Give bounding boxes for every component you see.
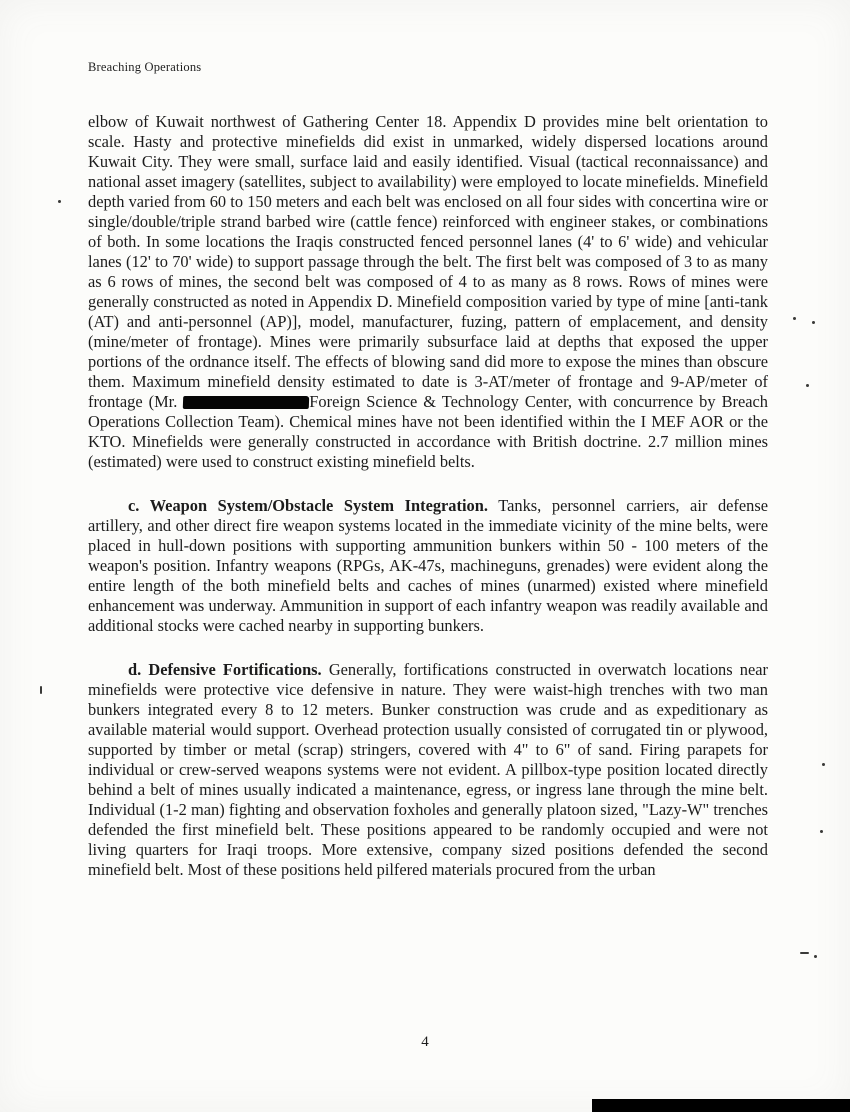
- document-body: [88, 112, 768, 904]
- scan-artifact-dot: [814, 955, 817, 958]
- page-header: Breaching Operations: [88, 60, 202, 74]
- paragraph-label-d: d. Defensive Fortifications.: [128, 660, 322, 679]
- scan-artifact-dot: [820, 830, 823, 833]
- scan-artifact-tick: [40, 686, 42, 694]
- paragraph-text-after-redaction: Foreign Science & Technology Center, with concurrence by Breach Operations Collection Team). Chemical mines have not been identified within the I MEF AOR or the KTO. Minefields were generally constructed in accordance with British doctrine. 2.7 million mines (estimated) were used to construct existing minefield belts.: [88, 392, 768, 471]
- paragraph-defensive-fortifications: [88, 660, 768, 880]
- paragraph-label-c: c. Weapon System/Obstacle System Integration.: [128, 496, 488, 515]
- scan-artifact-dash: [800, 952, 809, 954]
- scan-artifact-dot: [806, 384, 809, 387]
- paragraph-weapon-system-integration: [88, 496, 768, 636]
- paragraph-text-c: Tanks, personnel carriers, air defense artillery, and other direct fire weapon systems located in the immediate vicinity of the mine belts, were placed in hull-down positions with supporting ammunition bunkers within 50 - 100 meters of the weapon's position. Infantry weapons (RPGs, AK-47s, machineguns, grenades) were evident along the entire length of the both minefield belts and caches of mines (unarmed) existed where minefield enhancement was underway. Ammunition in support of each infantry weapon was readily available and additional stocks were cached nearby in supporting bunkers.: [88, 496, 768, 635]
- scan-edge-artifact: [592, 1099, 850, 1112]
- paragraph-text-before-redaction: elbow of Kuwait northwest of Gathering Center 18. Appendix D provides mine belt orientation to scale. Hasty and protective minefields did exist in unmarked, widely dispersed locations around Kuwait City. They were small, surface laid and easily identified. Visual (tactical reconnaissance) and national asset imagery (satellites, subject to availability) were employed to locate minefields. Minefield depth varied from 60 to 150 meters and each belt was enclosed on all four sides with concertina wire or single/double/triple strand barbed wire (cattle fence) reinforced with engineer stakes, or combinations of both. In some locations the Iraqis constructed fenced personnel lanes (4' to 6' wide) and vehicular lanes (12' to 70' wide) to support passage through the belt. The first belt was composed of 3 to as many as 6 rows of mines, the second belt was composed of 4 to as many as 8 rows. Rows of mines were generally constructed as noted in Appendix D. Minefield composition varied by type of mine [anti-tank (AT) and anti-personnel (AP)], model, manufacturer, fuzing, pattern of emplacement, and density (mine/meter of frontage). Mines were primarily subsurface laid at depths that exposed the upper portions of the ordnance itself. The effects of blowing sand did more to expose the mines than obscure them. Maximum minefield density estimated to date is 3-AT/meter of frontage and 9-AP/meter of frontage (Mr.: [88, 112, 768, 411]
- scan-artifact-dot: [58, 200, 61, 203]
- scan-artifact-dot: [822, 763, 825, 766]
- scan-artifact-dot: [812, 321, 815, 324]
- scan-artifact-dot: [793, 317, 796, 320]
- redaction-bar: [183, 396, 309, 409]
- paragraph-text-d: Generally, fortifications constructed in overwatch locations near minefields were protective vice defensive in nature. They were waist-high trenches with two man bunkers integrated every 8 to 12 meters. Bunker construction was crude and as expeditionary as available material would support. Overhead protection usually consisted of corrugated tin or plywood, supported by timber or metal (scrap) stringers, covered with 4" to 6" of sand. Firing parapets for individual or crew-served weapons systems were not evident. A pillbox-type position located directly behind a belt of mines usually indicated a maintenance, egress, or ingress lane through the mine belt. Individual (1-2 man) fighting and observation foxholes and generally platoon sized, "Lazy-W" trenches defended the first minefield belt. These positions appeared to be randomly occupied and were not living quarters for Iraqi troops. More extensive, company sized positions defended the second minefield belt. Most of these positions held pilfered materials procured from the urban: [88, 660, 768, 879]
- paragraph-minefield-description: [88, 112, 768, 472]
- page-number: 4: [421, 1034, 429, 1050]
